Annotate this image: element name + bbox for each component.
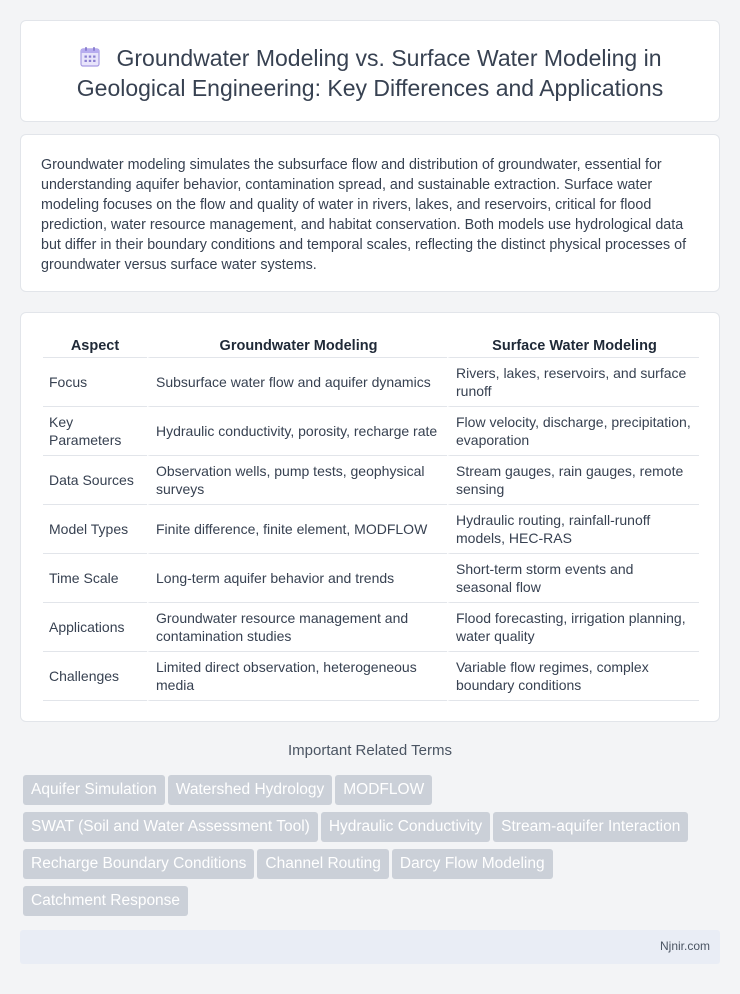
intro-paragraph: Groundwater modeling simulates the subsurface flow and distribution of groundwater, essential for understanding aquifer behavior, contamination spread, and sustainable extraction. Surface water modeling focuses on the flow and quality of water in rivers, lakes, and reservoirs, critical for flood prediction, water resource management, and habitat conservation. Both models use hydrological data but differ in their boundary conditions and temporal scales, reflecting the distinct physical processes of groundwater versus surface water systems. — [41, 157, 687, 273]
table-row — [43, 456, 699, 505]
row-surface-water: Stream gauges, rain gauges, remote sensing — [447, 456, 699, 505]
row-groundwater: Limited direct observation, heterogeneous media — [147, 652, 447, 701]
row-groundwater: Hydraulic conductivity, porosity, recharge rate — [147, 407, 447, 456]
tag-aquifer-simulation[interactable]: Aquifer Simulation — [23, 775, 165, 805]
table-row — [43, 554, 699, 603]
tag-stream-aquifer-interaction[interactable]: Stream-aquifer Interaction — [493, 812, 688, 842]
row-aspect: Time Scale — [43, 554, 147, 603]
row-surface-water: Rivers, lakes, reservoirs, and surface runoff — [447, 358, 699, 407]
intro-card — [20, 134, 720, 292]
comparison-table-card — [20, 312, 720, 722]
row-aspect: Data Sources — [43, 456, 147, 505]
table-row — [43, 603, 699, 652]
row-groundwater: Long-term aquifer behavior and trends — [147, 554, 447, 603]
row-aspect: Model Types — [43, 505, 147, 554]
tag-darcy-flow-modeling[interactable]: Darcy Flow Modeling — [392, 849, 553, 879]
comparison-table — [43, 334, 699, 701]
header-aspect: Aspect — [43, 334, 147, 358]
table-row — [43, 505, 699, 554]
header-surface-water: Surface Water Modeling — [447, 334, 699, 358]
row-groundwater: Groundwater resource management and contamination studies — [147, 603, 447, 652]
tag-swat[interactable]: SWAT (Soil and Water Assessment Tool) — [23, 812, 318, 842]
row-groundwater: Observation wells, pump tests, geophysical surveys — [147, 456, 447, 505]
tag-hydraulic-conductivity[interactable]: Hydraulic Conductivity — [321, 812, 490, 842]
table-header-row — [43, 334, 699, 358]
table-row — [43, 358, 699, 407]
page-title — [21, 43, 719, 103]
related-terms-list — [23, 775, 723, 923]
row-aspect: Challenges — [43, 652, 147, 701]
header-groundwater: Groundwater Modeling — [147, 334, 447, 358]
row-surface-water: Variable flow regimes, complex boundary conditions — [447, 652, 699, 701]
related-terms-title: Important Related Terms — [288, 742, 452, 759]
footer — [20, 930, 720, 964]
tag-channel-routing[interactable]: Channel Routing — [257, 849, 388, 879]
row-aspect: Applications — [43, 603, 147, 652]
row-surface-water: Flow velocity, discharge, precipitation, evaporation — [447, 407, 699, 456]
calendar-icon — [78, 45, 102, 69]
table-row — [43, 407, 699, 456]
row-groundwater: Subsurface water flow and aquifer dynamics — [147, 358, 447, 407]
row-surface-water: Hydraulic routing, rainfall-runoff models, HEC-RAS — [447, 505, 699, 554]
row-aspect: Key Parameters — [43, 407, 147, 456]
row-groundwater: Finite difference, finite element, MODFLOW — [147, 505, 447, 554]
row-aspect: Focus — [43, 358, 147, 407]
tag-watershed-hydrology[interactable]: Watershed Hydrology — [168, 775, 332, 805]
page-title-text: Groundwater Modeling vs. Surface Water Modeling in Geological Engineering: Key Differences and Applications — [76, 45, 664, 101]
row-surface-water: Flood forecasting, irrigation planning, water quality — [447, 603, 699, 652]
row-surface-water: Short-term storm events and seasonal flow — [447, 554, 699, 603]
tag-modflow[interactable]: MODFLOW — [335, 775, 432, 805]
footer-site[interactable]: Njnir.com — [659, 939, 710, 953]
table-row — [43, 652, 699, 701]
tag-recharge-boundary-conditions[interactable]: Recharge Boundary Conditions — [23, 849, 254, 879]
title-card — [20, 20, 720, 122]
tag-catchment-response[interactable]: Catchment Response — [23, 886, 188, 916]
